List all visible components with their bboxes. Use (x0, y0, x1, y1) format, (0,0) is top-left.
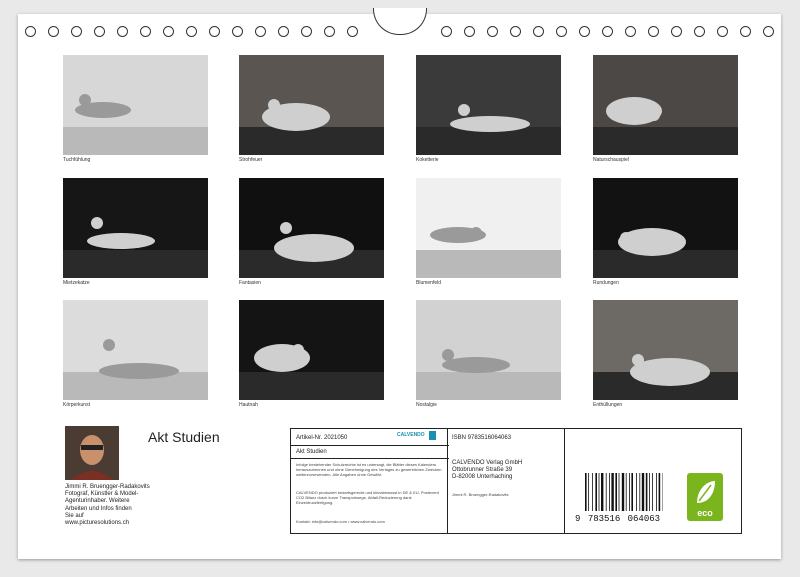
photo-caption: Blumenfeld (416, 280, 442, 286)
photo-thumbnail (416, 178, 561, 278)
contact-text: Kontakt: info@calvendo.com • www.calvendo.com (296, 519, 385, 524)
binding-hole (117, 26, 128, 37)
binding-hole (209, 26, 220, 37)
binding-hole (301, 26, 312, 37)
calvendo-mark-icon (429, 431, 436, 440)
photo-thumbnail (63, 300, 208, 400)
photographer-small: Jimmi R. Bruengger-Radakovits (452, 492, 509, 497)
author-bio-line-1: Fotograf, Künstler & Model- (65, 491, 139, 498)
photo-thumbnail (239, 300, 384, 400)
isbn: ISBN 9783516064063 (452, 435, 512, 441)
binding-hole (556, 26, 567, 37)
binding-hole (140, 26, 151, 37)
photo-thumbnail (239, 55, 384, 155)
photo-caption: Fantasien (239, 280, 261, 286)
photo-caption: Rundungen (593, 280, 619, 286)
photo-caption: Tuchfühlung (63, 157, 91, 163)
photo-caption: Enthüllungen (593, 402, 623, 408)
photo-caption: Strohfeuer (239, 157, 263, 163)
binding-hole (648, 26, 659, 37)
binding-hole (740, 26, 751, 37)
calendar-title: Akt Studien (148, 429, 220, 445)
binding-hole (625, 26, 636, 37)
eco-production-text: CALVENDO produziert bedarfsgerecht und klimabewusst in DE & EU. Posteverd CO2 Bilanz durch kurze Transportwege, Abfall-Reduzierung dank Einzeldruckfertigung. (296, 490, 439, 505)
publisher-line-2: Ottobrunner Straße 39 (452, 467, 513, 473)
photo-thumbnail (63, 55, 208, 155)
binding-hole (671, 26, 682, 37)
binding-hole (232, 26, 243, 37)
binding-hole (602, 26, 613, 37)
photo-caption: Mietzekatze (63, 280, 90, 286)
photo-thumbnail (593, 178, 738, 278)
author-portrait (65, 426, 119, 480)
binding-hole (25, 26, 36, 37)
binding-hole (71, 26, 82, 37)
eco-badge (687, 473, 723, 521)
author-bio-line-3: Arbeiten und Infos finden (65, 505, 132, 512)
photo-thumbnail (593, 55, 738, 155)
publisher-line-3: D-82008 Unterhaching (452, 474, 513, 480)
isbn-box (447, 428, 566, 534)
calvendo-logo-text: CALVENDO (397, 432, 425, 438)
barcode-digit-group-2: 064063 (627, 514, 661, 524)
barcode-digits (575, 514, 660, 524)
binding-hole (324, 26, 335, 37)
photo-thumbnail (593, 300, 738, 400)
barcode-digit-group-1: 783516 (587, 514, 621, 524)
author-website[interactable]: www.picturesolutions.ch (65, 520, 130, 527)
publisher-line-1: CALVENDO Verlag GmbH (452, 460, 523, 466)
article-divider (290, 445, 449, 446)
article-number: Artikel-Nr. 2021050 (296, 435, 348, 441)
photo-thumbnail (63, 178, 208, 278)
binding-hole (464, 26, 475, 37)
product-title: Akt Studien (296, 449, 327, 455)
binding-hole (533, 26, 544, 37)
binding-hole (717, 26, 728, 37)
barcode-digit-prefix: 9 (575, 514, 581, 524)
author-name: Jimmi R. Bruengger-Radakovits (65, 484, 150, 490)
author-bio-line-2: Agenturinhaber. Weitere (65, 498, 130, 505)
calvendo-logo (397, 431, 437, 442)
photo-caption: Koketterie (416, 157, 439, 163)
binding-hole (48, 26, 59, 37)
binding-hole (579, 26, 590, 37)
binding-hole (694, 26, 705, 37)
legal-text: Infolge bestehender Schutzrechte ist es untersagt, die Blätter dieses Kalenders herauszutrennen und ohne Genehmigung des Verlages zu gewerblichen Zwecken weiterzuverwenden. Alle Angaben ohne Gewähr. (296, 462, 442, 477)
photo-thumbnail (239, 178, 384, 278)
binding-hole (163, 26, 174, 37)
photo-caption: Nostalgie (416, 402, 437, 408)
eco-label: eco (697, 508, 713, 518)
photo-caption: Hautnah (239, 402, 258, 408)
binding-hole (763, 26, 774, 37)
binding-hole (278, 26, 289, 37)
barcode-icon (583, 473, 663, 513)
binding-hole (347, 26, 358, 37)
binding-hole (186, 26, 197, 37)
author-bio-line-4: Sie auf (65, 512, 84, 519)
binding-hole (441, 26, 452, 37)
binding-hole (510, 26, 521, 37)
binding-hole (487, 26, 498, 37)
photo-thumbnail (416, 55, 561, 155)
photo-thumbnail (416, 300, 561, 400)
binding-hole (94, 26, 105, 37)
article-divider-2 (290, 458, 449, 459)
photo-caption: Körperkunst (63, 402, 90, 408)
binding-hole (255, 26, 266, 37)
leaf-icon (687, 475, 723, 511)
photo-caption: Naturschauspiel (593, 157, 629, 163)
author-info (65, 484, 175, 527)
